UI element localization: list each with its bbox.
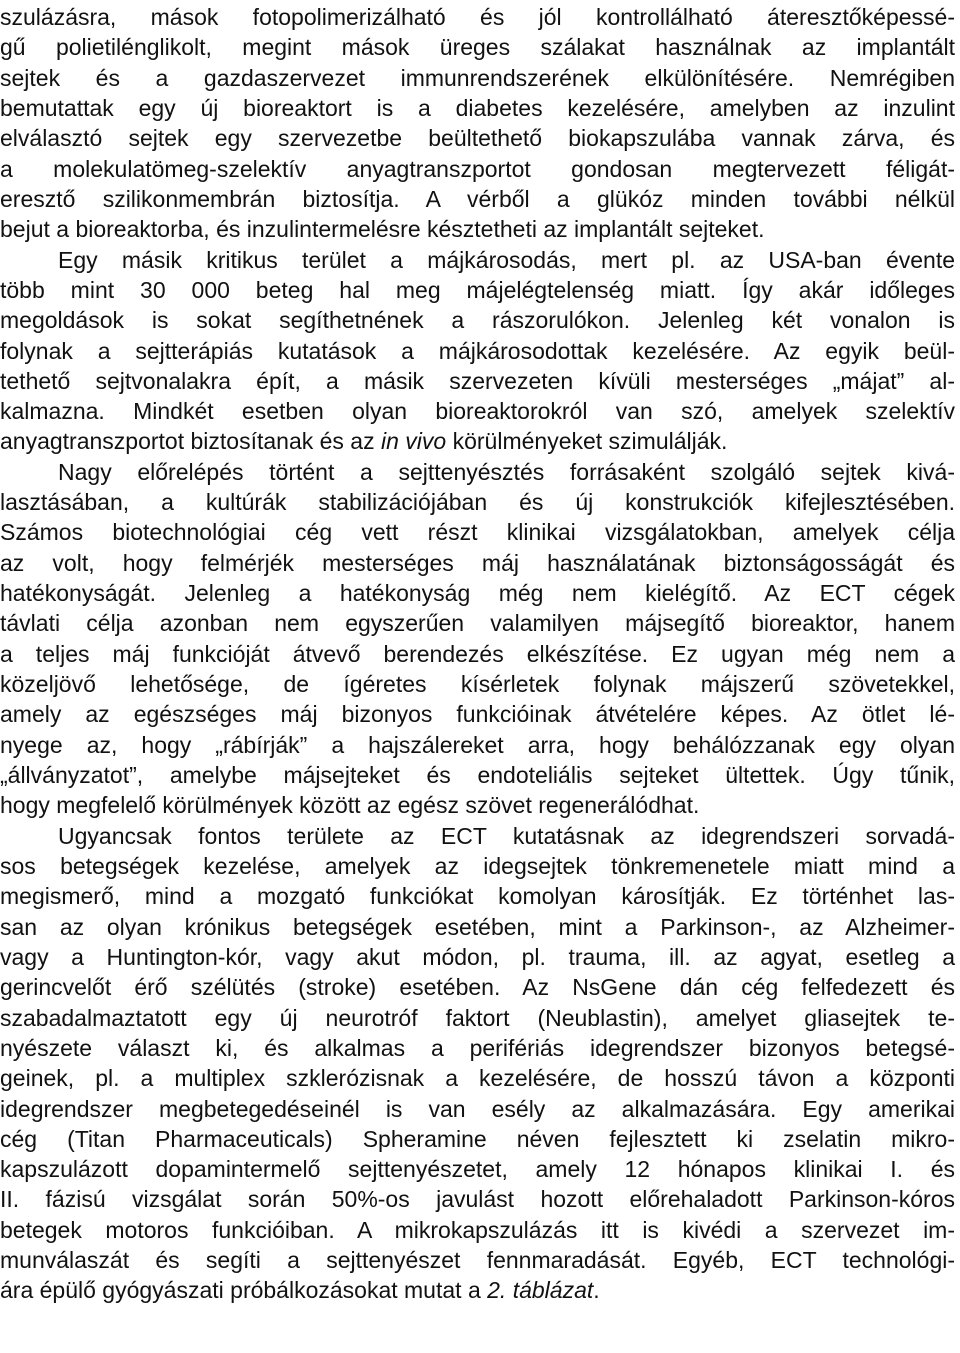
text-line bbox=[0, 457, 955, 487]
text-line bbox=[0, 123, 955, 153]
text-line bbox=[0, 1245, 955, 1275]
text-line bbox=[0, 548, 955, 578]
text-line bbox=[0, 517, 955, 547]
text-line bbox=[0, 426, 955, 456]
text-line bbox=[0, 1094, 955, 1124]
text-line bbox=[0, 93, 955, 123]
text-line bbox=[0, 396, 955, 426]
text-run: megismerő, mind a mozgató funkciókat komolyan károsítják. Ez történhet las- bbox=[0, 883, 955, 910]
text-run: több mint 30 000 beteg hal meg májelégtelenség miatt. Így akár időleges bbox=[0, 276, 955, 303]
text-line bbox=[0, 730, 955, 760]
text-run: idegrendszer megbetegedéseinél is van esély az alkalmazására. Egy amerikai bbox=[0, 1095, 955, 1122]
text-line bbox=[0, 32, 955, 62]
text-run: távlati célja azonban nem egyszerűen valamilyen májsegítő bioreaktor, hanem bbox=[0, 610, 955, 637]
text-run: az volt, hogy felmérjék mesterséges máj használatának biztonságosságát és bbox=[0, 549, 955, 576]
text-line bbox=[0, 1003, 955, 1033]
text-line bbox=[0, 1154, 955, 1184]
text-line bbox=[0, 63, 955, 93]
text-run: sejtek és a gazdaszervezet immunrendszerének elkülönítésére. Nemrégiben bbox=[0, 64, 955, 91]
text-run: gű polietilénglikolt, megint mások üreges szálakat használnak az implantált bbox=[0, 34, 955, 61]
text-run: lasztásában, a kultúrák stabilizációjában és új konstrukciók kifejlesztésében. bbox=[0, 489, 955, 516]
text-line bbox=[0, 639, 955, 669]
text-run: II. fázisú vizsgálat során 50%-os javulást hozott előrehaladott Parkinson-kóros bbox=[0, 1186, 955, 1213]
text-run: szabadalmaztatott egy új neurotróf faktort (Neublastin), amelyet gliasejtek te- bbox=[0, 1004, 955, 1031]
text-run: sos betegségek kezelése, amelyek az idegsejtek tönkremenetele miatt mind a bbox=[0, 852, 955, 879]
text-run: gerincvelőt érő szélütés (stroke) esetében. Az NsGene dán cég felfedezett és bbox=[0, 974, 955, 1001]
text-line bbox=[0, 245, 955, 275]
text-line bbox=[0, 275, 955, 305]
text-run: Ugyancsak fontos területe az ECT kutatásnak az idegrendszeri sorvadá- bbox=[58, 822, 955, 849]
text-line bbox=[0, 1063, 955, 1093]
italic-text: in vivo bbox=[381, 428, 447, 455]
text-line bbox=[0, 184, 955, 214]
text-run: anyagtranszportot biztosítanak és az bbox=[0, 428, 381, 455]
text-line bbox=[0, 1033, 955, 1063]
text-line bbox=[0, 790, 955, 820]
text-run: hatékonyságát. Jelenleg a hatékonyság még nem kielégítő. Az ECT cégek bbox=[0, 580, 955, 607]
text-line bbox=[0, 154, 955, 184]
text-line bbox=[0, 1124, 955, 1154]
text-run: hogy megfelelő körülmények között az egész szövet regenerálódhat. bbox=[0, 792, 700, 819]
text-run: cég (Titan Pharmaceuticals) Spheramine néven fejlesztett ki zselatin mikro- bbox=[0, 1125, 955, 1152]
text-run: nyege az, hogy „rábírják” a hajszálereket arra, hogy behálózzanak egy olyan bbox=[0, 731, 955, 758]
text-run: megoldások is sokat segíthetnének a rászorulókon. Jelenleg két vonalon is bbox=[0, 307, 955, 334]
text-line bbox=[0, 366, 955, 396]
text-line bbox=[0, 578, 955, 608]
text-line bbox=[0, 608, 955, 638]
text-line bbox=[0, 336, 955, 366]
text-line bbox=[0, 881, 955, 911]
text-line bbox=[0, 1215, 955, 1245]
text-run: ára épülő gyógyászati próbálkozásokat mutat a bbox=[0, 1277, 488, 1304]
text-line bbox=[0, 487, 955, 517]
text-run: szulázásra, mások fotopolimerizálható és jól kontrollálható áteresztőképessé- bbox=[0, 4, 955, 30]
text-run: Egy másik kritikus terület a májkárosodás, mert pl. az USA-ban évente bbox=[58, 246, 955, 273]
text-run: kalmazna. Mindkét esetben olyan bioreaktorokról van szó, amelyek szelektív bbox=[0, 398, 955, 425]
text-run: betegek motoros funkcióiban. A mikrokapszulázás itt is kivédi a szervezet im- bbox=[0, 1216, 955, 1243]
text-run: elválasztó sejtek egy szervezetbe beültethető biokapszulába vannak zárva, és bbox=[0, 125, 955, 152]
text-run: Nagy előrelépés történt a sejttenyésztés forrásaként szolgáló sejtek kivá- bbox=[58, 458, 955, 485]
text-line bbox=[0, 305, 955, 335]
text-run: a teljes máj funkcióját átvevő berendezés elkészítése. Ez ugyan még nem a bbox=[0, 640, 955, 667]
text-run: „állványzatot”, amelybe májsejteket és endoteliális sejteket ültettek. Úgy tűnik, bbox=[0, 762, 955, 788]
text-run: vagy a Huntington-kór, vagy akut módon, pl. trauma, ill. az agyat, esetleg a bbox=[0, 943, 955, 970]
text-run: . bbox=[593, 1277, 600, 1304]
text-run: Számos biotechnológiai cég vett részt klinikai vizsgálatokban, amelyek célja bbox=[0, 519, 955, 546]
text-line bbox=[0, 1184, 955, 1214]
text-run: közeljövő lehetősége, de ígéretes kísérletek folynak májszerű szövetekkel, bbox=[0, 671, 955, 698]
text-run: geinek, pl. a multiplex szklerózisnak a kezelésére, de hosszú távon a központi bbox=[0, 1065, 955, 1092]
text-run: a molekulatömeg-szelektív anyagtranszportot gondosan megtervezett féligát- bbox=[0, 155, 955, 182]
text-run: tethető sejtvonalakra épít, a másik szervezeten kívüli mesterséges „májat” al- bbox=[0, 367, 955, 394]
text-run: san az olyan krónikus betegségek esetében, mint a Parkinson-, az Alzheimer- bbox=[0, 913, 955, 940]
text-run: bejut a bioreaktorba, és inzulintermelésre késztetheti az implantált sejteket. bbox=[0, 216, 765, 243]
text-line bbox=[0, 912, 955, 942]
text-line bbox=[0, 942, 955, 972]
text-line bbox=[0, 699, 955, 729]
text-line bbox=[0, 821, 955, 851]
text-run: körülményeket szimulálják. bbox=[446, 428, 728, 455]
text-line bbox=[0, 214, 955, 244]
text-line bbox=[0, 851, 955, 881]
text-run: amely az egészséges máj bizonyos funkcióinak átvételére képes. Az ötlet lé- bbox=[0, 701, 955, 728]
text-run: munválaszát és segíti a sejttenyészet fennmaradását. Egyéb, ECT technológi- bbox=[0, 1247, 955, 1274]
text-line bbox=[0, 2, 955, 32]
text-run: folynak a sejtterápiás kutatások a májkárosodottak kezelésére. Az egyik beül- bbox=[0, 337, 955, 364]
text-run: kapszulázott dopamintermelő sejttenyészetet, amely 12 hónapos klinikai I. és bbox=[0, 1156, 955, 1183]
italic-text: 2. táblázat bbox=[487, 1277, 594, 1304]
text-run: bemutattak egy új bioreaktort is a diabetes kezelésére, amelyben az inzulint bbox=[0, 94, 955, 121]
text-line bbox=[0, 669, 955, 699]
text-run: eresztő szilikonmembrán biztosítja. A vérből a glükóz minden további nélkül bbox=[0, 185, 955, 212]
text-line bbox=[0, 972, 955, 1002]
text-line bbox=[0, 1275, 955, 1305]
text-run: nyészete választ ki, és alkalmas a perifériás idegrendszer bizonyos betegsé- bbox=[0, 1034, 955, 1061]
text-line bbox=[0, 760, 955, 790]
